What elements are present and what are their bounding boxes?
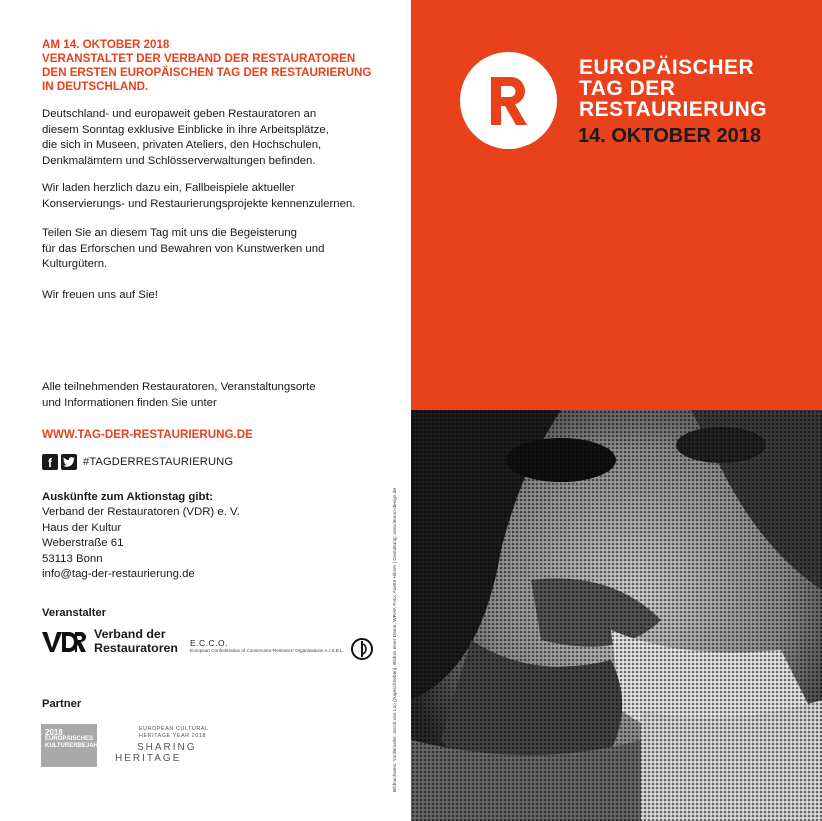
- vdr-name-line: Restauratoren: [94, 641, 179, 655]
- sharing-small: EUROPEAN CULTURAL: [139, 726, 209, 732]
- organizer-label: Veranstalter: [42, 607, 107, 619]
- share-paragraph: [42, 226, 402, 273]
- text-line: die sich in Museen, privaten Ateliers, den Hochschulen,: [42, 139, 322, 151]
- headline-line: VERANSTALTET DER VERBAND DER RESTAURATOREN: [42, 52, 356, 65]
- contact-line: Verband der Restauratoren (VDR) e. V.: [42, 506, 240, 519]
- partner-label: Partner: [42, 698, 82, 710]
- headline-line: DEN ERSTEN EUROPÄISCHEN TAG DER RESTAURIERUNG: [42, 66, 372, 79]
- kultur-line: KULTURERBEJAHR: [45, 743, 103, 749]
- text-line: Konservierungs- und Restaurierungsprojekte kennenzulernen.: [42, 197, 356, 210]
- event-title-line: TAG DER: [579, 77, 676, 100]
- contact-email[interactable]: info@tag-der-restaurierung.de: [42, 568, 195, 581]
- vdr-logo: [42, 630, 86, 654]
- vdr-name-line: Verband der: [94, 627, 166, 641]
- event-title-line: EUROPÄISCHER: [579, 56, 755, 79]
- text-line: für das Erforschen und Bewahren von Kunstwerken und: [42, 242, 325, 255]
- r-logo-icon: [481, 73, 537, 129]
- text-line: Kulturgütern.: [42, 258, 108, 270]
- headline-line: AM 14. OKTOBER 2018: [42, 38, 170, 51]
- event-title: [579, 57, 767, 120]
- text-line: Denkmalämtern und Schlösserverwaltungen befinden.: [42, 154, 316, 167]
- image-credit: Bildnachweis: Vorderseite: Jacob van Loo (zugeschrieben), Bildnis einer Dame, WRAF, Foto: Anette Hilmer | Gestaltung: www.lemon-design.de: [393, 487, 398, 792]
- contact-line: Weberstraße 61: [42, 537, 124, 550]
- text-line: Teilen Sie an diesem Tag mit uns die Begeisterung: [42, 227, 297, 239]
- sharing-heritage-logo: [115, 724, 220, 768]
- ecco-title: E.C.C.O.: [190, 638, 229, 648]
- facebook-icon[interactable]: f: [42, 454, 58, 470]
- halftone-portrait-image: [411, 410, 822, 821]
- text-line: und Informationen finden Sie unter: [42, 396, 217, 409]
- sharing-big: SHARING: [137, 742, 197, 753]
- sharing-big: HERITAGE: [115, 753, 182, 764]
- hashtag: #TAGDERRESTAURIERUNG: [83, 456, 234, 468]
- ecco-subtitle: European Confederation of Conservator-Restorers' Organisations A.I.S.B.L.: [190, 648, 344, 653]
- sharing-small: HERITAGE YEAR 2018: [139, 733, 206, 739]
- kultur-line: EUROPÄISCHES: [45, 736, 94, 742]
- event-date: 14. OKTOBER 2018: [578, 125, 762, 147]
- kulturerbejahr-logo: [41, 724, 103, 767]
- portrait-photo: [411, 410, 822, 821]
- closing-paragraph: [42, 288, 402, 304]
- contact-block: [42, 490, 240, 582]
- contact-heading: Auskünfte zum Aktionstag gibt:: [42, 491, 214, 503]
- website-link[interactable]: WWW.TAG-DER-RESTAURIERUNG.DE: [42, 428, 253, 441]
- intro-paragraph: [42, 107, 402, 169]
- contact-line: Haus der Kultur: [42, 521, 122, 534]
- text-line: Alle teilnehmenden Restauratoren, Veranstaltungsorte: [42, 381, 316, 393]
- text-line: diesem Sonntag exklusive Einblicke in ihre Arbeitsplätze,: [42, 123, 329, 136]
- headline: [42, 38, 392, 94]
- text-line: Wir freuen uns auf Sie!: [42, 289, 158, 301]
- text-line: Deutschland- und europaweit geben Restauratoren an: [42, 108, 317, 120]
- headline-line: IN DEUTSCHLAND.: [42, 80, 149, 93]
- event-title-line: RESTAURIERUNG: [579, 98, 768, 121]
- ecco-logo: [190, 638, 344, 653]
- kultur-year: 2018: [45, 728, 63, 737]
- restaurierung-logo: [460, 52, 557, 149]
- ecco-emblem-icon: [351, 638, 373, 660]
- participants-paragraph: [42, 380, 402, 411]
- contact-line: 53113 Bonn: [42, 552, 103, 565]
- social-row: [42, 453, 233, 471]
- twitter-icon[interactable]: [61, 454, 77, 470]
- vdr-name: [94, 627, 178, 655]
- invitation-paragraph: [42, 181, 402, 212]
- text-line: Wir laden herzlich dazu ein, Fallbeispiele aktueller: [42, 182, 295, 194]
